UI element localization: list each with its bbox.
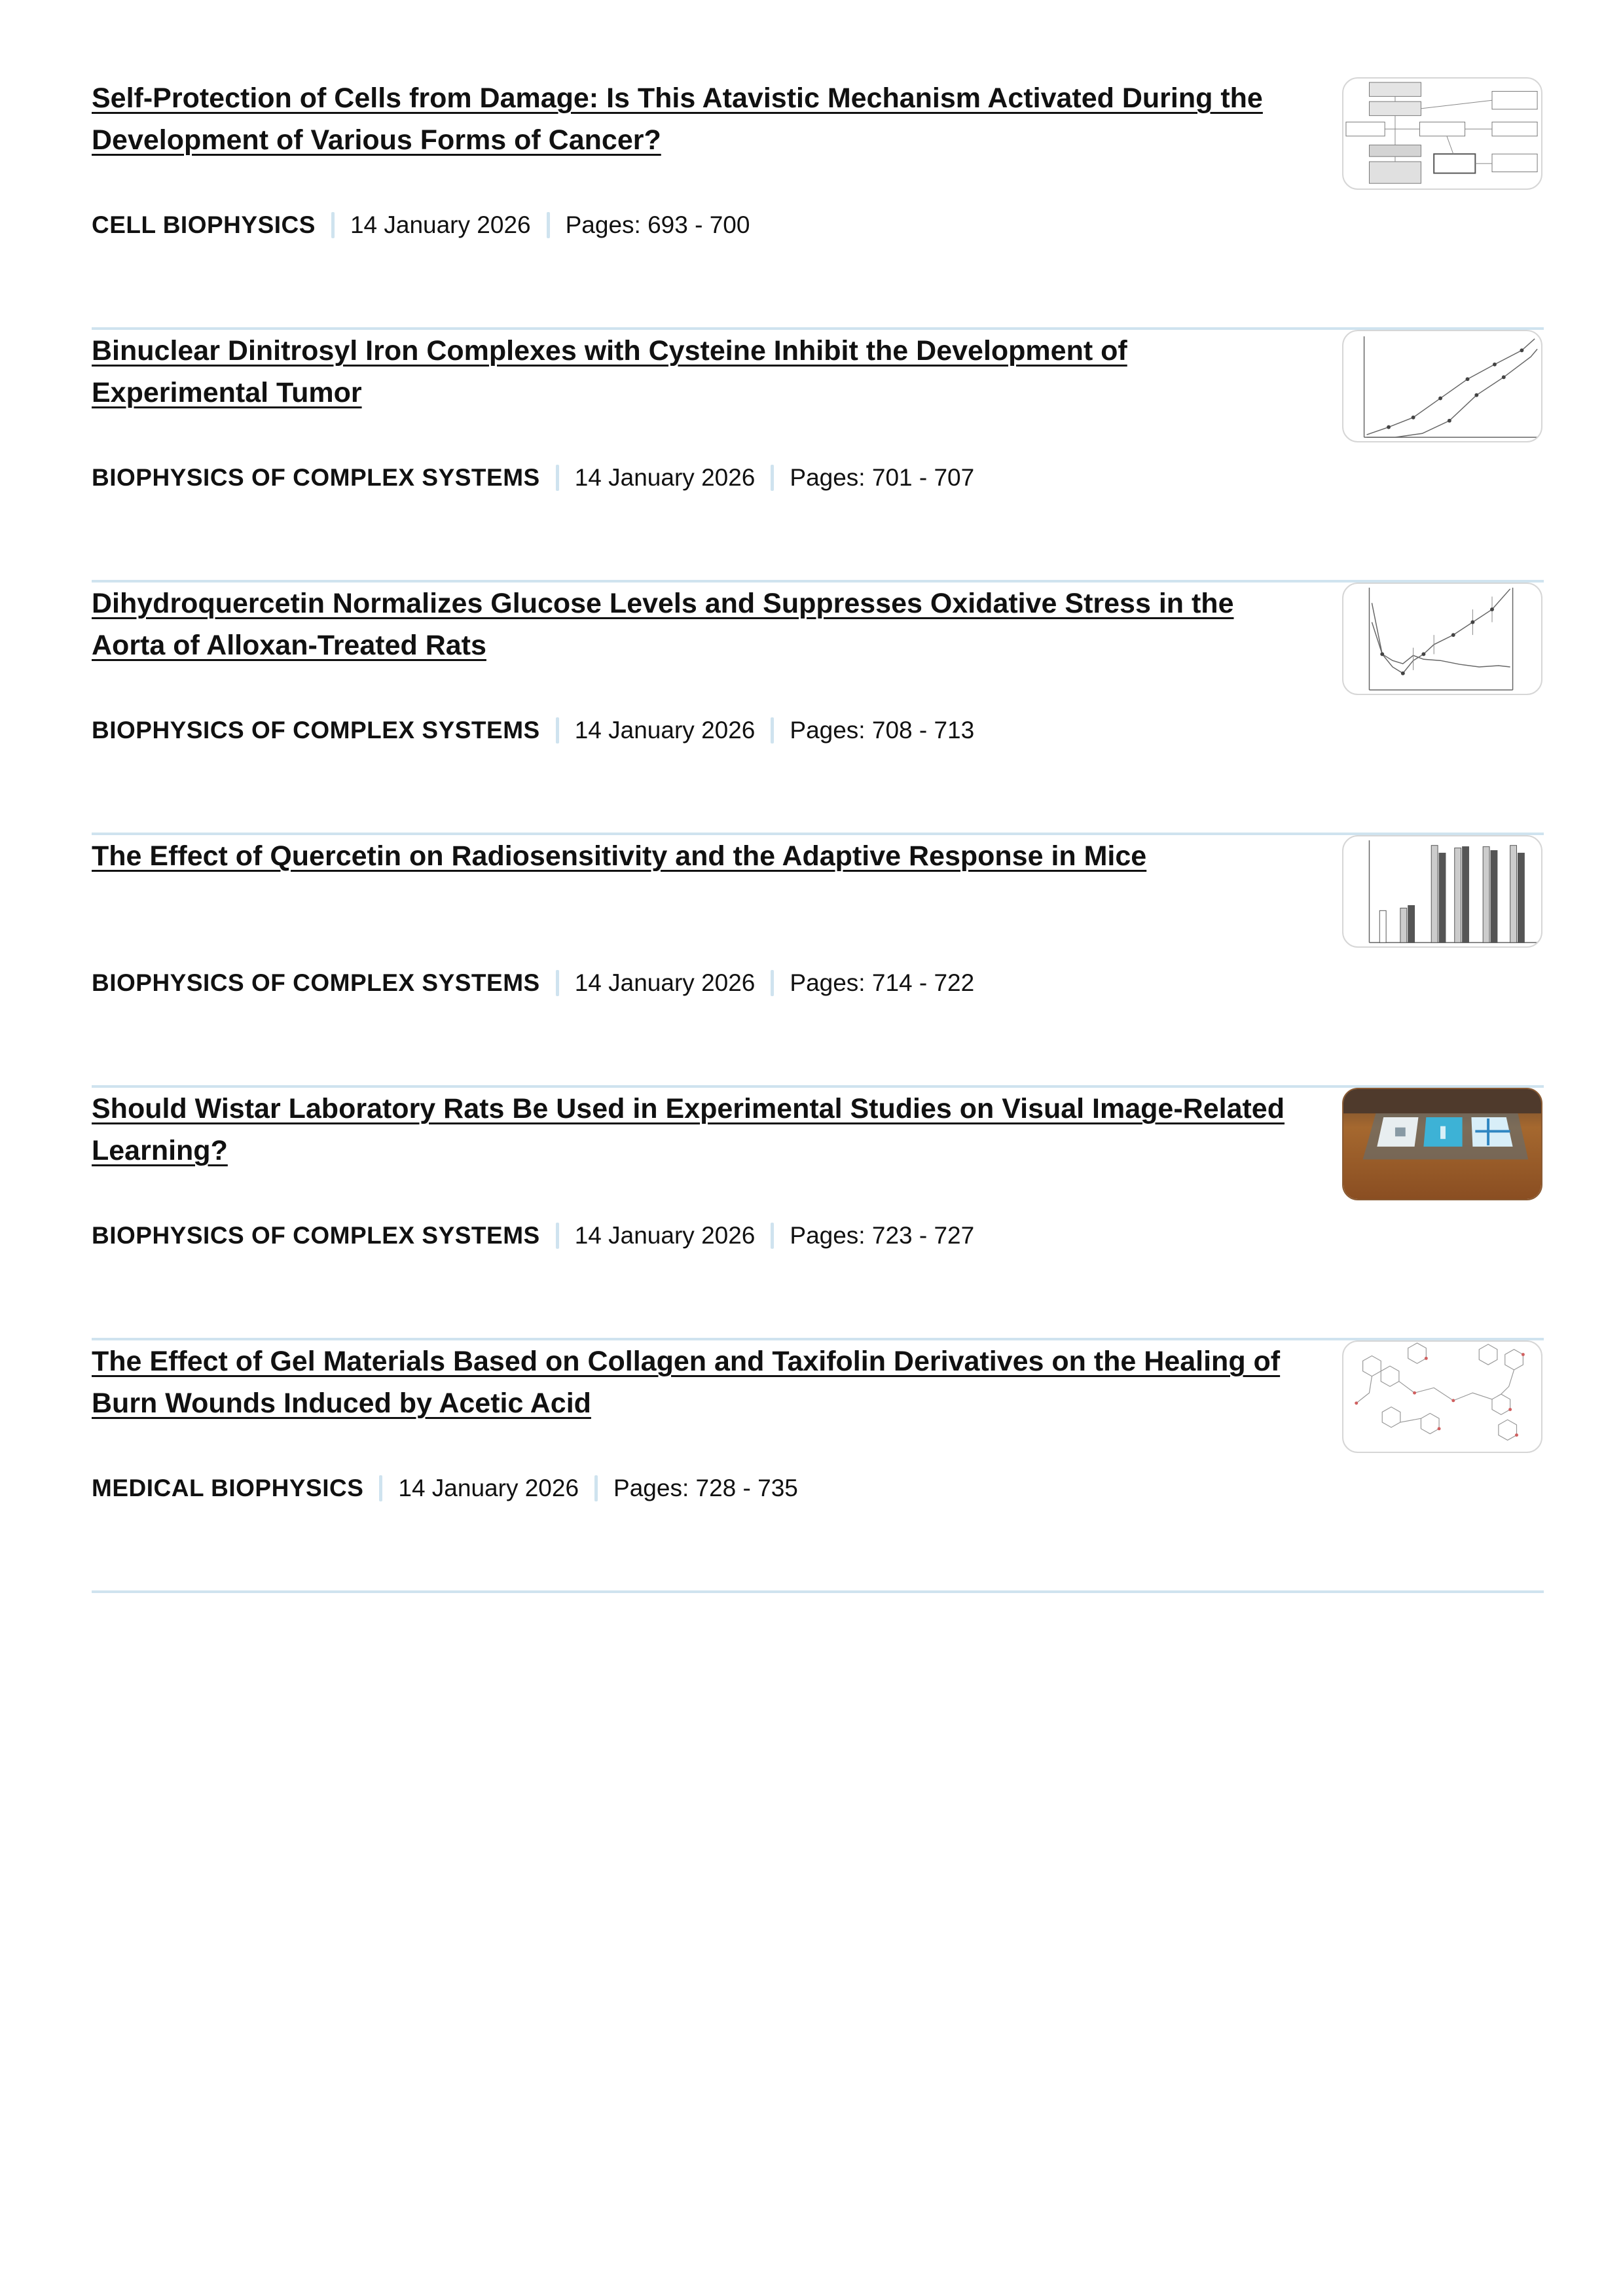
article-pages: Pages: 708 - 713 bbox=[790, 717, 975, 744]
article-item bbox=[92, 330, 1544, 583]
article-pages: Pages: 701 - 707 bbox=[790, 464, 975, 491]
article-pages: Pages: 723 - 727 bbox=[790, 1222, 975, 1249]
meta-separator bbox=[556, 970, 559, 996]
article-title-link[interactable]: Self-Protection of Cells from Damage: Is This Atavistic Mechanism Activated During the Development of Various Forms of Cancer? bbox=[92, 82, 1263, 156]
article-item bbox=[92, 77, 1544, 330]
article-pages: Pages: 714 - 722 bbox=[790, 969, 975, 996]
meta-separator bbox=[331, 212, 335, 238]
meta-separator bbox=[771, 1223, 774, 1249]
article-date: 14 January 2026 bbox=[398, 1475, 579, 1501]
article-meta bbox=[92, 1216, 974, 1255]
article-thumbnail-chemical-structures[interactable] bbox=[1342, 1340, 1542, 1453]
meta-separator bbox=[556, 1223, 559, 1249]
article-date: 14 January 2026 bbox=[574, 969, 756, 996]
article-meta bbox=[92, 1469, 798, 1508]
article-category[interactable]: BIOPHYSICS OF COMPLEX SYSTEMS bbox=[92, 717, 540, 744]
article-item bbox=[92, 1340, 1544, 1593]
meta-separator bbox=[771, 970, 774, 996]
article-thumbnail-flowchart[interactable] bbox=[1342, 77, 1542, 190]
article-meta bbox=[92, 206, 750, 245]
article-date: 14 January 2026 bbox=[574, 717, 756, 744]
meta-separator bbox=[771, 465, 774, 491]
article-category[interactable]: BIOPHYSICS OF COMPLEX SYSTEMS bbox=[92, 1222, 540, 1249]
meta-separator bbox=[594, 1475, 598, 1501]
article-title-link[interactable]: Should Wistar Laboratory Rats Be Used in Experimental Studies on Visual Image-Related Learning? bbox=[92, 1093, 1285, 1166]
article-title-link[interactable]: Binuclear Dinitrosyl Iron Complexes with Cysteine Inhibit the Development of Experimental Tumor bbox=[92, 335, 1127, 408]
article-pages: Pages: 728 - 735 bbox=[613, 1475, 798, 1501]
article-pages: Pages: 693 - 700 bbox=[565, 211, 750, 238]
article-thumbnail-bar-chart[interactable] bbox=[1342, 835, 1542, 948]
article-category[interactable]: MEDICAL BIOPHYSICS bbox=[92, 1475, 364, 1501]
article-date: 14 January 2026 bbox=[574, 1222, 756, 1249]
article-thumbnail-photo[interactable] bbox=[1342, 1088, 1542, 1200]
article-category[interactable]: BIOPHYSICS OF COMPLEX SYSTEMS bbox=[92, 969, 540, 996]
meta-separator bbox=[556, 465, 559, 491]
article-item bbox=[92, 835, 1544, 1088]
article-category[interactable]: BIOPHYSICS OF COMPLEX SYSTEMS bbox=[92, 464, 540, 491]
article-thumbnail-line-graph[interactable] bbox=[1342, 330, 1542, 442]
meta-separator bbox=[771, 717, 774, 744]
article-category[interactable]: CELL BIOPHYSICS bbox=[92, 211, 316, 238]
article-meta bbox=[92, 458, 974, 497]
meta-separator bbox=[556, 717, 559, 744]
meta-separator bbox=[379, 1475, 382, 1501]
article-date: 14 January 2026 bbox=[574, 464, 756, 491]
article-thumbnail-dual-axis-graph[interactable] bbox=[1342, 583, 1542, 695]
article-date: 14 January 2026 bbox=[350, 211, 531, 238]
article-list bbox=[92, 77, 1544, 1593]
article-title-link[interactable]: Dihydroquercetin Normalizes Glucose Levels and Suppresses Oxidative Stress in the Aorta of Alloxan-Treated Rats bbox=[92, 588, 1234, 661]
article-item bbox=[92, 1088, 1544, 1340]
article-item bbox=[92, 583, 1544, 835]
article-title-link[interactable]: The Effect of Quercetin on Radiosensitivity and the Adaptive Response in Mice bbox=[92, 840, 1147, 872]
article-title-link[interactable]: The Effect of Gel Materials Based on Collagen and Taxifolin Derivatives on the Healing of Burn Wounds Induced by Acetic Acid bbox=[92, 1346, 1281, 1419]
article-meta bbox=[92, 711, 974, 750]
meta-separator bbox=[547, 212, 550, 238]
article-meta bbox=[92, 963, 974, 1003]
